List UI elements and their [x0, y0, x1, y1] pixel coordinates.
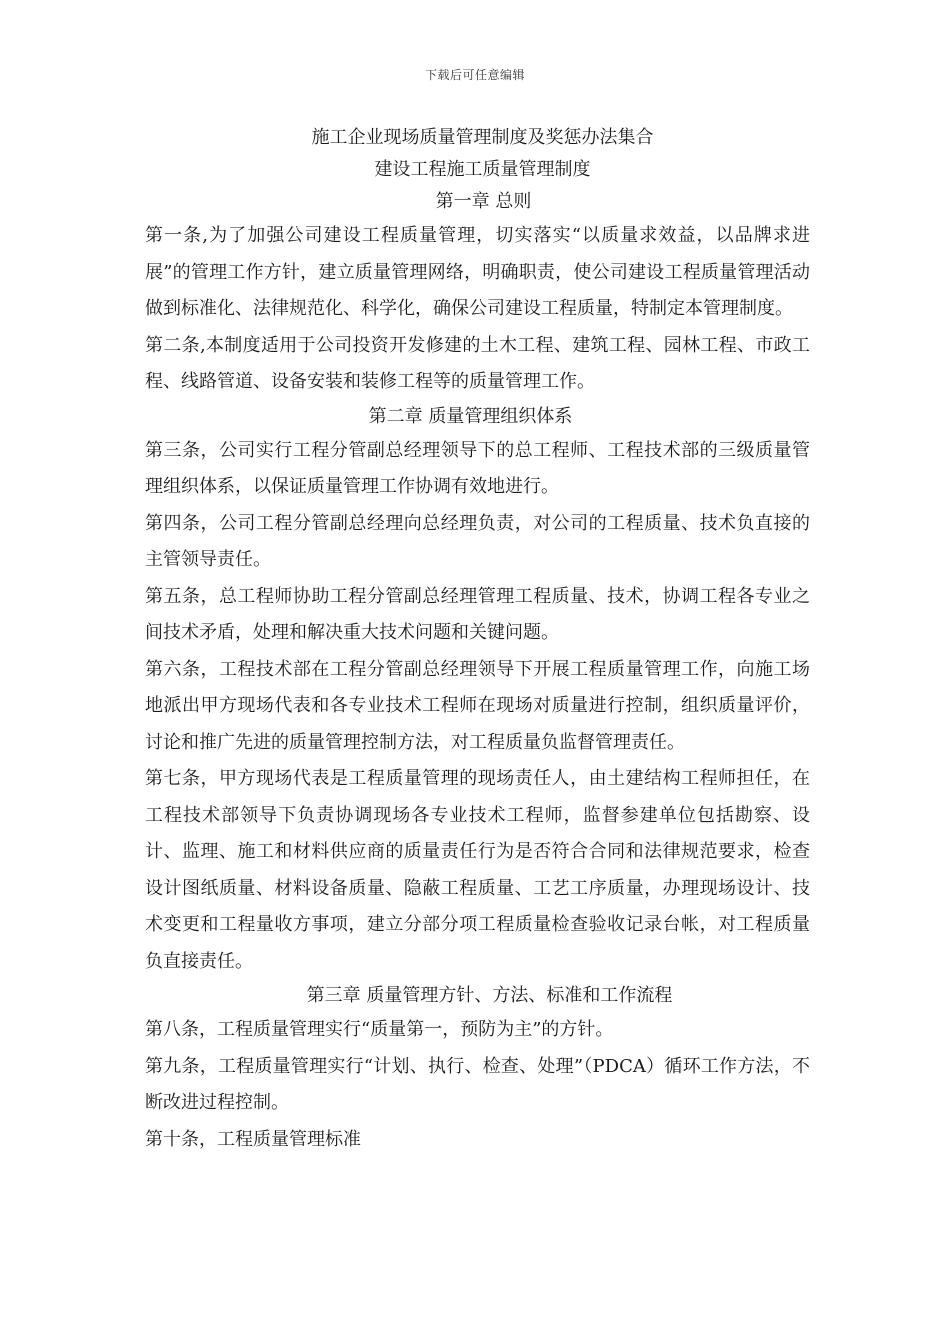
document-subtitle: 建设工程施工质量管理制度 — [374, 159, 591, 180]
article-4: 第四条，公司工程分管副总经理向总经理负责，对公司的工程质量、技术负直接的主管领导责任。 — [145, 512, 810, 570]
article-7: 第七条，甲方现场代表是工程质量管理的现场责任人，由土建结构工程师担任，在工程技术部领导下负责协调现场各专业技术工程师，监督参建单位包括勘察、设计、监理、施工和材料供应商的质量责任行为是否符合合同和法律规范要求，检查设计图纸质量、材料设备质量、隐蔽工程质量、工艺工序质量，办理现场设计、技术变更和工程量收方事项，建立分部分项工程质量检查验收记录台帐，对工程质量负直接责任。 — [145, 768, 810, 972]
document-body — [145, 122, 810, 1158]
article-1: 第一条,为了加强公司建设工程质量管理，切实落实“以质量求效益，以品牌求进展”的管理工作方针，建立质量管理网络，明确职责，使公司建设工程质量管理活动做到标准化、法律规范化、科学化，确保公司建设工程质量，特制定本管理制度。 — [145, 225, 810, 319]
article-10: 第十条，工程质量管理标准 — [145, 1128, 361, 1150]
article-5: 第五条，总工程师协助工程分管副总经理管理工程质量、技术，协调工程各专业之间技术矛盾，处理和解决重大技术问题和关键问题。 — [145, 585, 810, 643]
header-note: 下载后可任意编辑 — [424, 68, 525, 82]
article-3: 第三条，公司实行工程分管副总经理领导下的总工程师、工程技术部的三级质量管理组织体系，以保证质量管理工作协调有效地进行。 — [145, 439, 810, 497]
chapter-heading: 第三章 质量管理方针、方法、标准和工作流程 — [306, 985, 673, 1006]
chapter-heading: 第一章 总则 — [435, 191, 532, 212]
section-chapter-3 — [145, 980, 810, 1158]
section-chapter-1 — [145, 186, 810, 401]
section-chapter-2 — [145, 401, 810, 981]
article-9: 第九条，工程质量管理实行“计划、执行、检查、处理”（PDCA）循环工作方法，不断改进过程控制。 — [145, 1055, 810, 1113]
document-title: 施工企业现场质量管理制度及奖惩办法集合 — [311, 127, 654, 148]
article-2: 第二条,本制度适用于公司投资开发修建的土木工程、建筑工程、园林工程、市政工程、线路管道、设备安装和装修工程等的质量管理工作。 — [145, 334, 810, 392]
article-6: 第六条，工程技术部在工程分管副总经理领导下开展工程质量管理工作，向施工场地派出甲方现场代表和各专业技术工程师在现场对质量进行控制，组织质量评价，讨论和推广先进的质量管理控制方法，对工程质量负监督管理责任。 — [145, 658, 810, 753]
article-8: 第八条，工程质量管理实行“质量第一，预防为主”的方针。 — [145, 1019, 614, 1040]
chapter-heading: 第二章 质量管理组织体系 — [368, 405, 573, 427]
